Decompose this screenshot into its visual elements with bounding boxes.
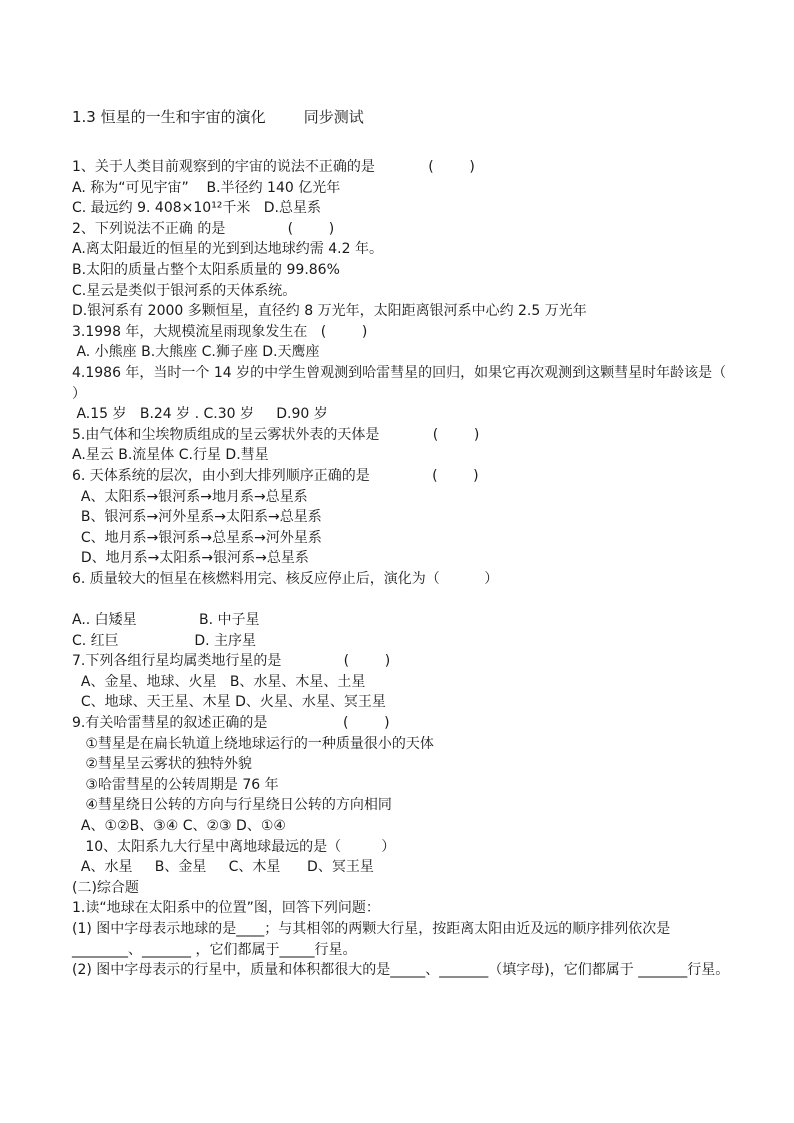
- text-line: A. 小熊座 B.大熊座 C.狮子座 D.天鹰座: [72, 344, 320, 361]
- text-line: 10、太阳系九大行星中离地球最远的是（ ）: [72, 838, 396, 855]
- text-line: C.星云是类似于银河系的天体系统。: [72, 282, 297, 299]
- text-line: A、①②B、③④ C、②③ D、①④: [72, 818, 286, 834]
- text-line: B、银河系→河外星系→太阳系→总星系: [72, 509, 322, 526]
- text-line: D.银河系有 2000 多颗恒星，直径约 8 万光年，太阳距离银河系中心约 2.5 万光年: [72, 303, 587, 320]
- text-line: 2、下列说法不正确 的是 ( ): [72, 220, 335, 237]
- text-line: C. 红巨 D. 主序星: [72, 632, 257, 649]
- text-line: D、地月系→太阳系→银河系→总星系: [72, 550, 309, 567]
- text-line: 7.下列各组行星均属类地行星的是 ( ): [72, 653, 391, 670]
- text-line: (1) 图中字母表示地球的是____；与其相邻的两颗大行星，按距离太阳由近及远的顺序排列依次是________、_______ ，它们都属于_____行星。: [72, 920, 671, 958]
- text-line: A.星云 B.流星体 C.行星 D.彗星: [72, 447, 269, 464]
- text-line: C. 最远约 9. 408×10¹²千米 D.总星系: [72, 200, 322, 217]
- text-line: ④彗星绕日公转的方向与行星绕日公转的方向相同: [72, 797, 392, 814]
- blank-line: [72, 589, 732, 610]
- text-line: ③哈雷彗星的公转周期是 76 年: [72, 776, 279, 793]
- text-line: A.15 岁 B.24 岁 . C.30 岁 D.90 岁: [72, 406, 328, 423]
- text-line: A、水星 B、金星 C、木星 D、冥王星: [72, 859, 374, 876]
- text-line: ①彗星是在扁长轨道上绕地球运行的一种质量很小的天体: [72, 735, 434, 752]
- text-line: 3.1998 年，大规模流星雨现象发生在 ( ): [72, 323, 368, 340]
- text-line: 5.由气体和尘埃物质组成的呈云雾状外表的天体是 ( ): [72, 426, 480, 443]
- text-line: 9.有关哈雷彗星的叙述正确的是 ( ): [72, 715, 390, 732]
- text-line: ②彗星呈云雾状的独特外貌: [72, 756, 252, 773]
- text-line: 6. 质量较大的恒星在核燃料用完、核反应停止后，演化为（ ）: [72, 570, 499, 587]
- text-line: (二)综合题: [72, 879, 139, 896]
- text-line: 1、关于人类目前观察到的宇宙的说法不正确的是 ( ): [72, 159, 475, 175]
- text-line: B.太阳的质量占整个太阳系质量的 99.86%: [72, 261, 340, 278]
- text-line: 1.读“地球在太阳系中的位置”图，回答下列问题：: [72, 900, 380, 917]
- text-line: 6. 天体系统的层次，由小到大排列顺序正确的是 ( ): [72, 467, 479, 484]
- text-line: A. 称为“可见宇宙” B.半径约 140 亿光年: [72, 179, 341, 196]
- text-line: A.. 白矮星 B. 中子星: [72, 612, 260, 629]
- text-line: C、地球、天王星、木星 D、火星、水星、冥王星: [72, 694, 386, 711]
- document-body: [72, 157, 732, 981]
- text-line: 4.1986 年，当时一个 14 岁的中学生曾观测到哈雷彗星的回归，如果它再次观测到这颗彗星时年龄该是（ ）: [72, 364, 727, 402]
- text-line: C、地月系→银河系→总星系→河外星系: [72, 529, 322, 546]
- page-title: 1.3 恒星的一生和宇宙的演化 同步测试: [72, 108, 364, 126]
- text-line: A.离太阳最近的恒星的光到到达地球约需 4.2 年。: [72, 241, 383, 258]
- text-line: A、金星、地球、火星 B、水星、木星、土星: [72, 673, 366, 690]
- text-line: (2) 图中字母表示的行星中，质量和体积都很大的是_____、_______（填字母)，它们都属于 _______行星。: [72, 962, 730, 979]
- text-line: A、太阳系→银河系→地月系→总星系: [72, 488, 308, 505]
